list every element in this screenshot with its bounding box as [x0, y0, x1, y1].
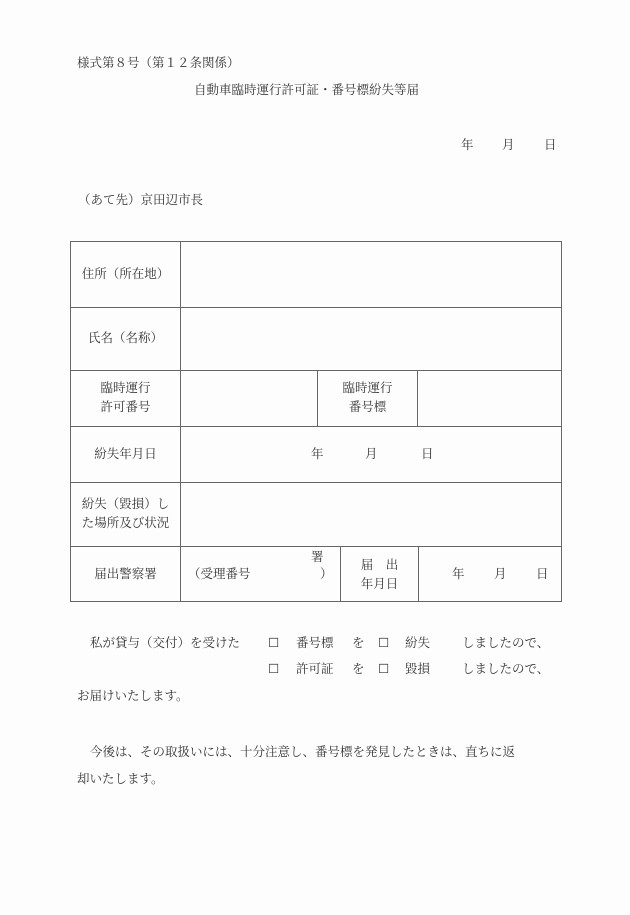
receipt-number-close: ） [320, 566, 333, 581]
plate-label-line2: 番号標 [348, 399, 387, 414]
report-date-year[interactable]: 年 [452, 566, 465, 581]
checkbox-lost[interactable]: ☐ [378, 635, 390, 650]
date-month: 月 [502, 137, 515, 152]
police-station-label: 届出警察署 [94, 566, 157, 581]
plate-field[interactable] [418, 371, 561, 426]
pledge-line2: 却いたします。 [77, 771, 164, 786]
particle-wo-2: を [352, 661, 365, 676]
address-label: 住所（所在地） [81, 266, 170, 281]
report-date-day[interactable]: 日 [536, 566, 549, 581]
permit-number-label-line2: 許可番号 [100, 399, 151, 414]
row-divider [70, 426, 562, 427]
form-number: 様式第８号（第１２条関係） [77, 55, 240, 70]
loss-place-label-line1: 紛失（毀損）し [81, 496, 170, 511]
statement-suffix-2: しましたので、 [462, 661, 550, 676]
table-border-bottom [70, 601, 562, 602]
plate-label-line1: 臨時運行 [342, 380, 393, 395]
permit-number-field[interactable] [181, 371, 317, 426]
permit-number-label-line1: 臨時運行 [100, 380, 151, 395]
pledge-line1: 今後は、その取扱いには、十分注意し、番号標を発見したときは、直ちに返 [90, 744, 516, 759]
table-border-left [70, 241, 71, 602]
particle-wo-1: を [352, 635, 365, 650]
name-label: 氏名（名称） [87, 330, 163, 345]
table-border-right [561, 241, 562, 602]
name-field[interactable] [181, 308, 561, 370]
checkbox-damaged[interactable]: ☐ [378, 661, 390, 676]
report-date-label-line1: 届 出 [360, 557, 399, 572]
date-year: 年 [461, 137, 474, 152]
report-date-label-line2: 年月日 [360, 576, 399, 591]
item-permit: 許可証 [296, 661, 334, 676]
statement-closing: お届けいたします。 [77, 688, 189, 703]
loss-place-field[interactable] [181, 483, 561, 546]
police-station-field[interactable] [181, 547, 340, 601]
addressee: （あて先）京田辺市長 [78, 192, 204, 207]
column-divider [418, 546, 419, 601]
date-day: 日 [544, 137, 557, 152]
police-station-suffix: 署 [311, 549, 324, 564]
action-damaged: 毀損 [405, 661, 431, 676]
checkbox-permit[interactable]: ☐ [268, 661, 280, 676]
item-plate: 番号標 [296, 635, 334, 650]
statement-suffix-1: しましたので、 [462, 635, 550, 650]
receipt-number-open: （受理番号 [188, 566, 251, 581]
loss-date-label: 紛失年月日 [94, 446, 157, 461]
loss-date-month[interactable]: 月 [365, 446, 378, 461]
action-lost: 紛失 [405, 635, 431, 650]
statement-prefix: 私が貸与（交付）を受けた [90, 635, 241, 650]
address-field[interactable] [181, 242, 561, 307]
loss-place-label-line2: た場所及び状況 [81, 515, 170, 530]
loss-date-year[interactable]: 年 [311, 446, 324, 461]
checkbox-plate[interactable]: ☐ [268, 635, 280, 650]
form-title: 自動車臨時運行許可証・番号標紛失等届 [194, 82, 420, 97]
report-date-month[interactable]: 月 [494, 566, 507, 581]
loss-date-day[interactable]: 日 [421, 446, 434, 461]
